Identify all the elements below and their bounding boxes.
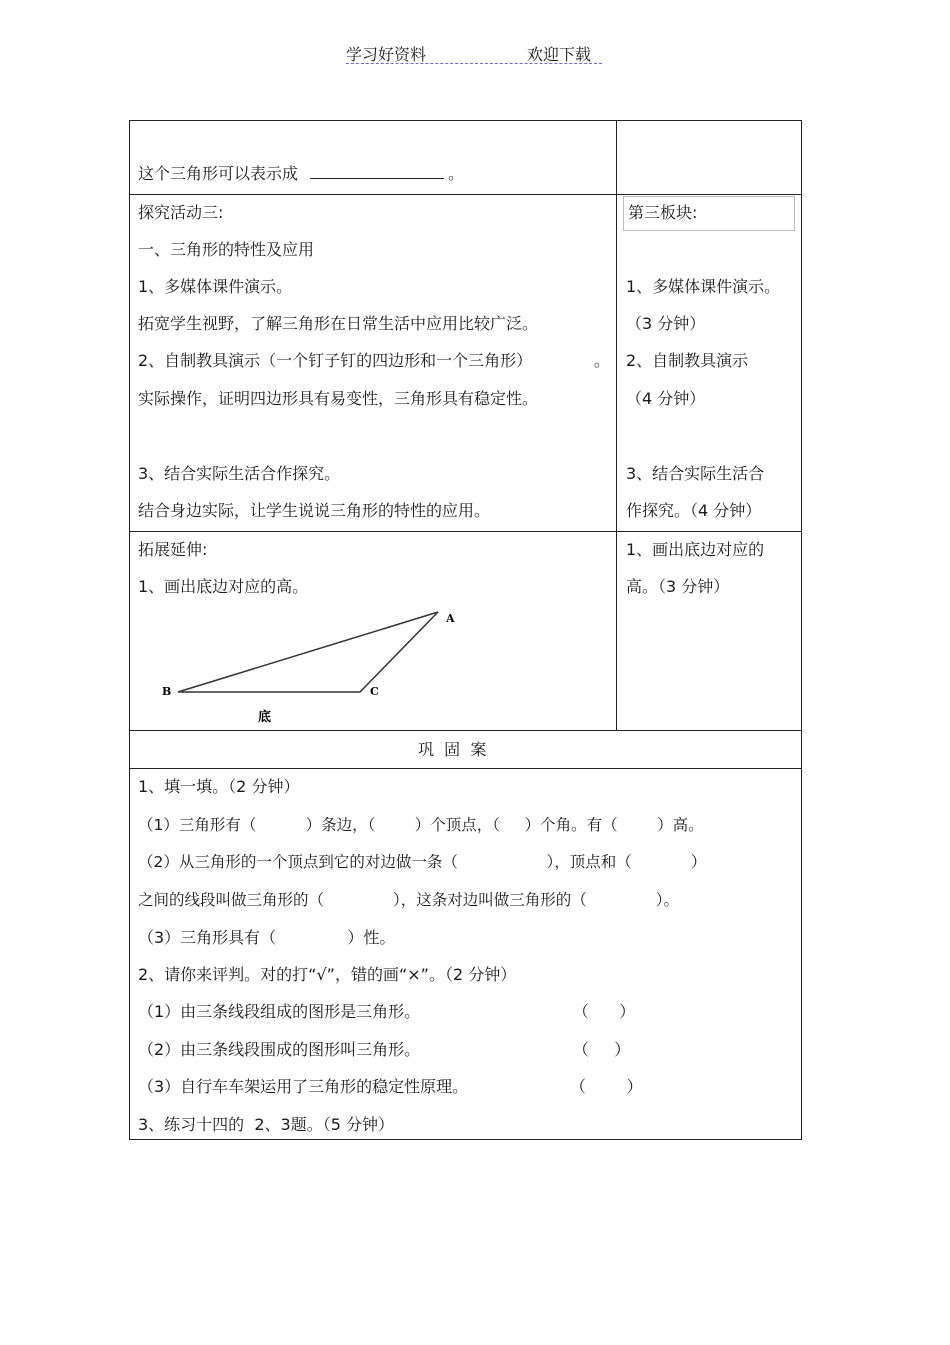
exercise-line: （3）三角形具有（ ）性。 <box>138 928 396 947</box>
exercise-line: 2、请你来评判。对的打“√”，错的画“×”。（2 分钟） <box>138 965 517 984</box>
row-divider <box>129 768 802 769</box>
page-header <box>346 42 602 66</box>
vertex-label-b: B <box>162 685 172 698</box>
row-divider <box>129 531 802 532</box>
side3-line: 1、多媒体课件演示。 <box>626 277 781 296</box>
row1-text: 这个三角形可以表示成 。 <box>138 164 465 183</box>
triangle-figure <box>150 600 470 725</box>
side3-line: （4 分钟） <box>626 389 706 408</box>
explore3-line: 3、结合实际生活合作探究。 <box>138 464 341 483</box>
explore3-line: 一、三角形的特性及应用 <box>138 240 315 259</box>
explore3-title: 探究活动三: <box>138 203 224 222</box>
explore3-line: 2、自制教具演示（一个钉子钉的四边形和一个三角形） <box>138 351 533 370</box>
triangle-shape <box>178 612 438 692</box>
base-label: 底 <box>258 710 272 725</box>
header-right: 欢迎下载 <box>527 45 592 64</box>
extend-title: 拓展延伸: <box>138 540 208 559</box>
exercise-line: 之间的线段叫做三角形的（ ），这条对边叫做三角形的（ ）。 <box>138 891 679 909</box>
side-extend-line: 高。（3 分钟） <box>626 577 730 596</box>
explore3-line: 1、多媒体课件演示。 <box>138 277 293 296</box>
exercise-line: 1、填一填。（2 分钟） <box>138 777 300 796</box>
exercise-line: （1）三角形有（ ）条边，（ ）个顶点，（ ）个角。有（ ）高。 <box>138 816 704 834</box>
side3-line: 3、结合实际生活合 <box>626 464 765 483</box>
vertex-label-c: C <box>370 685 379 698</box>
explore3-line: 拓宽学生视野，了解三角形在日常生活中应用比较广泛。 <box>138 314 539 333</box>
row-divider <box>129 194 802 195</box>
answer-blank <box>310 164 444 179</box>
row-divider <box>129 730 802 731</box>
exercise-line: （2）由三条线段围成的图形叫三角形。 （ ） <box>138 1040 631 1059</box>
header-left: 学习好资料 <box>346 45 427 64</box>
exercise-line: （2）从三角形的一个顶点到它的对边做一条（ ），顶点和（ ） <box>138 853 707 871</box>
side3-title: 第三板块: <box>628 203 698 222</box>
vertex-label-a: A <box>446 612 455 625</box>
side3-line: 作探究。（4 分钟） <box>626 501 762 520</box>
side-extend-line: 1、画出底边对应的 <box>626 540 765 559</box>
explore3-line-period: 。 <box>594 351 611 370</box>
extend-item: 1、画出底边对应的高。 <box>138 577 309 596</box>
column-divider <box>616 120 617 730</box>
exercise-line: 3、练习十四的 2、3题。（5 分钟） <box>138 1115 394 1134</box>
side3-line: （3 分钟） <box>626 314 706 333</box>
exercise-line: （1）由三条线段组成的图形是三角形。 （ ） <box>138 1002 636 1021</box>
consolidate-title: 巩 固 案 <box>418 740 487 759</box>
explore3-line: 实际操作，证明四边形具有易变性，三角形具有稳定性。 <box>138 389 539 408</box>
exercise-line: （3）自行车车架运用了三角形的稳定性原理。 （ ） <box>138 1077 643 1096</box>
header-underline <box>346 63 602 64</box>
side3-line: 2、自制教具演示 <box>626 351 749 370</box>
explore3-line: 结合身边实际，让学生说说三角形的特性的应用。 <box>138 501 491 520</box>
